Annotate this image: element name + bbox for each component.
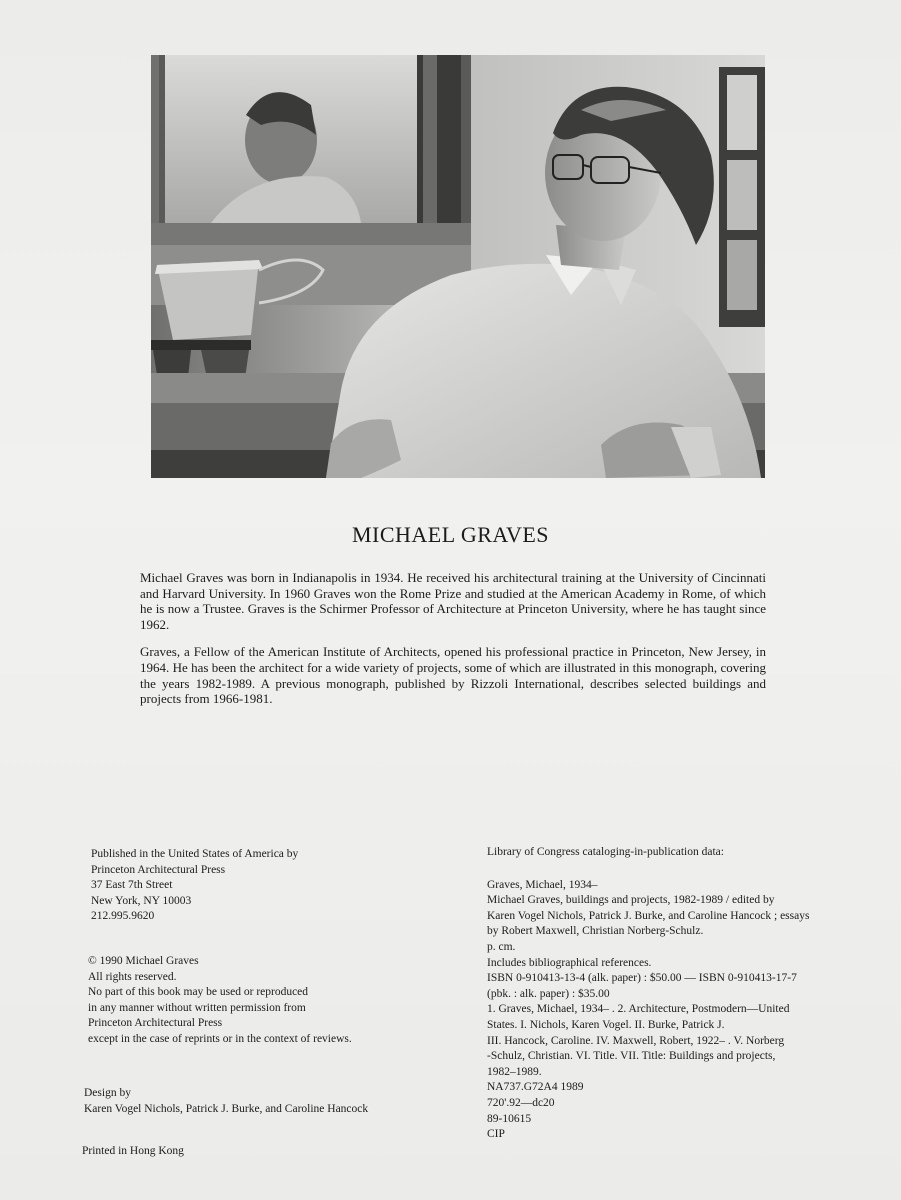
cip-line: 1982–1989. <box>487 1065 542 1078</box>
cip-line: p. cm. <box>487 940 516 953</box>
publisher-line: 37 East 7th Street <box>91 879 173 892</box>
author-portrait-photo <box>151 55 765 478</box>
copyright-line: in any manner without written permission from <box>88 1001 306 1014</box>
cip-line: Karen Vogel Nichols, Patrick J. Burke, and Caroline Hancock ; essays <box>487 909 810 922</box>
cip-heading: Library of Congress cataloging-in-publication data: <box>487 846 724 858</box>
design-line: Design by <box>84 1087 131 1099</box>
cip-line: ISBN 0-910413-13-4 (alk. paper) : $50.00 — ISBN 0-910413-17-7 <box>487 972 797 985</box>
author-biography <box>140 570 766 719</box>
copyright-line: All rights reserved. <box>88 970 177 983</box>
copyright-line: except in the case of reprints or in the context of reviews. <box>88 1032 352 1045</box>
author-name-heading: MICHAEL GRAVES <box>351 522 550 547</box>
cip-line: Graves, Michael, 1934– <box>487 878 598 891</box>
publisher-line: New York, NY 10003 <box>91 894 192 907</box>
cip-line: States. I. Nichols, Karen Vogel. II. Burke, Patrick J. <box>487 1018 725 1031</box>
cip-line: (pbk. : alk. paper) : $35.00 <box>487 987 610 1000</box>
cip-line: by Robert Maxwell, Christian Norberg-Schulz. <box>487 925 704 938</box>
copyright-block <box>88 954 352 1048</box>
cip-line: III. Hancock, Caroline. IV. Maxwell, Robert, 1922– . V. Norberg <box>487 1034 785 1047</box>
publisher-line: Published in the United States of America by <box>91 848 299 860</box>
cip-line: Includes bibliographical references. <box>487 956 652 969</box>
design-credit-block <box>84 1086 368 1117</box>
design-line: Karen Vogel Nichols, Patrick J. Burke, and Caroline Hancock <box>84 1102 369 1115</box>
copyright-line: © 1990 Michael Graves <box>88 955 199 967</box>
cip-line: 720'.92—dc20 <box>487 1096 555 1109</box>
copyright-line: No part of this book may be used or reproduced <box>88 986 309 999</box>
cip-line: 1. Graves, Michael, 1934– . 2. Architecture, Postmodern—United <box>487 1003 790 1016</box>
portrait-illustration <box>151 55 765 478</box>
printed-in-note: Printed in Hong Kong <box>82 1145 184 1157</box>
cip-line: -Schulz, Christian. VI. Title. VII. Title: Buildings and projects, <box>487 1050 776 1063</box>
cip-data-block <box>487 845 809 1143</box>
publisher-block <box>91 847 298 925</box>
cip-line: Michael Graves, buildings and projects, 1982-1989 / edited by <box>487 894 775 907</box>
publisher-line: Princeton Architectural Press <box>91 863 226 876</box>
publisher-line: 212.995.9620 <box>91 910 155 923</box>
cip-line: NA737.G72A4 1989 <box>487 1081 584 1094</box>
bio-paragraph: Graves, a Fellow of the American Institute of Architects, opened his professional practice in Princeton, New Jersey, in 1964. He has been the architect for a wide variety of projects, some of which are illustrated in this monograph, covering the years 1982-1989. A previous monograph, published by Rizzoli International, describes selected buildings and projects from 1966-1981. <box>140 644 766 707</box>
cip-line: 89-10615 <box>487 1112 532 1125</box>
copyright-line: Princeton Architectural Press <box>88 1017 223 1030</box>
bio-paragraph: Michael Graves was born in Indianapolis in 1934. He received his architectural training at the University of Cincinnati and Harvard University. In 1960 Graves won the Rome Prize and studied at the American Academy in Rome, of which he is now a Trustee. Graves is the Schirmer Professor of Architecture at Princeton University, where he has taught since 1962. <box>140 570 766 632</box>
cip-line: CIP <box>487 1128 505 1141</box>
